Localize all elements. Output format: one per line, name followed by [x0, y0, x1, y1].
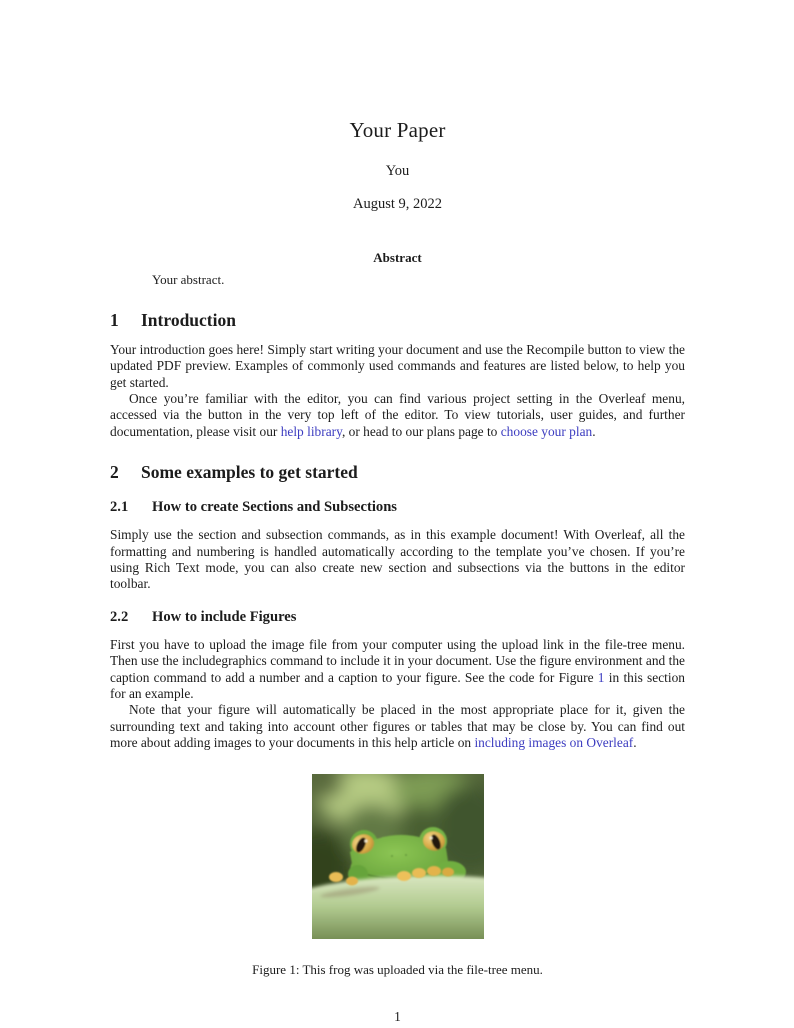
figures-paragraph-2-text-2: . — [633, 734, 637, 750]
figure-caption: Figure 1: This frog was uploaded via the file-tree menu. — [252, 962, 543, 978]
section-1-heading — [110, 310, 685, 331]
help-library-link[interactable]: help library — [280, 423, 342, 439]
including-images-link[interactable]: including images on Overleaf — [474, 734, 634, 750]
abstract-heading: Abstract — [373, 250, 422, 266]
figures-paragraph-2-text-1: Note that your figure will automatically be placed in the most appropriate place for it, given the surrounding text and taking into account other figures or tables that may be close by. You can find out more about adding images to your documents in this help article on — [110, 702, 685, 750]
subsection-2-2-heading — [110, 609, 685, 627]
intro-paragraph-2-text-1: Once you’re familiar with the editor, you can find various project setting in the Overleaf menu, accessed via the button in the very top left of the editor. To view tutorials, user guides, and further documentation, please visit our — [110, 391, 685, 439]
paper-author: You — [385, 163, 410, 180]
subsection-2-1-paragraph: Simply use the section and subsection commands, as in this example document! With Overleaf, all the formatting and numbering is handled automatically according to the template you’ve chosen. If you’re using Rich Text mode, you can also create new section and subsections via the buttons in the editor toolbar. — [110, 527, 685, 592]
section-2-title: Some examples to get started — [141, 461, 358, 482]
subsection-2-2-number: 2.2 — [110, 608, 129, 625]
section-1-title: Introduction — [141, 310, 236, 331]
figure-1-reference-link[interactable]: 1 — [597, 669, 605, 685]
section-1-number: 1 — [110, 310, 119, 331]
figures-paragraph-2 — [110, 702, 685, 751]
choose-your-plan-link[interactable]: choose your plan — [500, 423, 593, 439]
page-number: 1 — [394, 1009, 401, 1025]
paper-date: August 9, 2022 — [352, 196, 443, 213]
section-2-number: 2 — [110, 461, 119, 482]
intro-paragraph-1: Your introduction goes here! Simply start writing your document and use the Recompile button to view the updated PDF preview. Examples of commonly used commands and features are listed below, to help you get started. — [110, 342, 685, 390]
figures-paragraph-1 — [110, 637, 685, 702]
figures-paragraph-1-text-1: First you have to upload the image file from your computer using the upload link in the file-tree menu. Then use the includegraphics command to include it in your document. Use the figure environment and the caption command to add a number and a caption to your figure. See the code for Figure — [110, 637, 685, 685]
frog-photo-image — [312, 774, 484, 939]
frog-photo — [312, 774, 484, 939]
intro-paragraph-2-text-3: . — [592, 423, 596, 439]
subsection-2-1-title: How to create Sections and Subsections — [152, 498, 397, 515]
section-2-heading — [110, 462, 685, 483]
figures-paragraph-1-text-2: in this section for an example. — [110, 669, 685, 702]
intro-paragraph-2 — [110, 391, 685, 440]
figure-1 — [110, 774, 685, 944]
subsection-2-1-number: 2.1 — [110, 498, 129, 515]
subsection-2-2-title: How to include Figures — [152, 608, 297, 625]
subsection-2-1-heading — [110, 499, 685, 517]
intro-paragraph-2-text-2: , or head to our plans page to — [341, 423, 501, 439]
paper-title: Your Paper — [349, 118, 446, 142]
abstract-text: Your abstract. — [152, 272, 225, 288]
